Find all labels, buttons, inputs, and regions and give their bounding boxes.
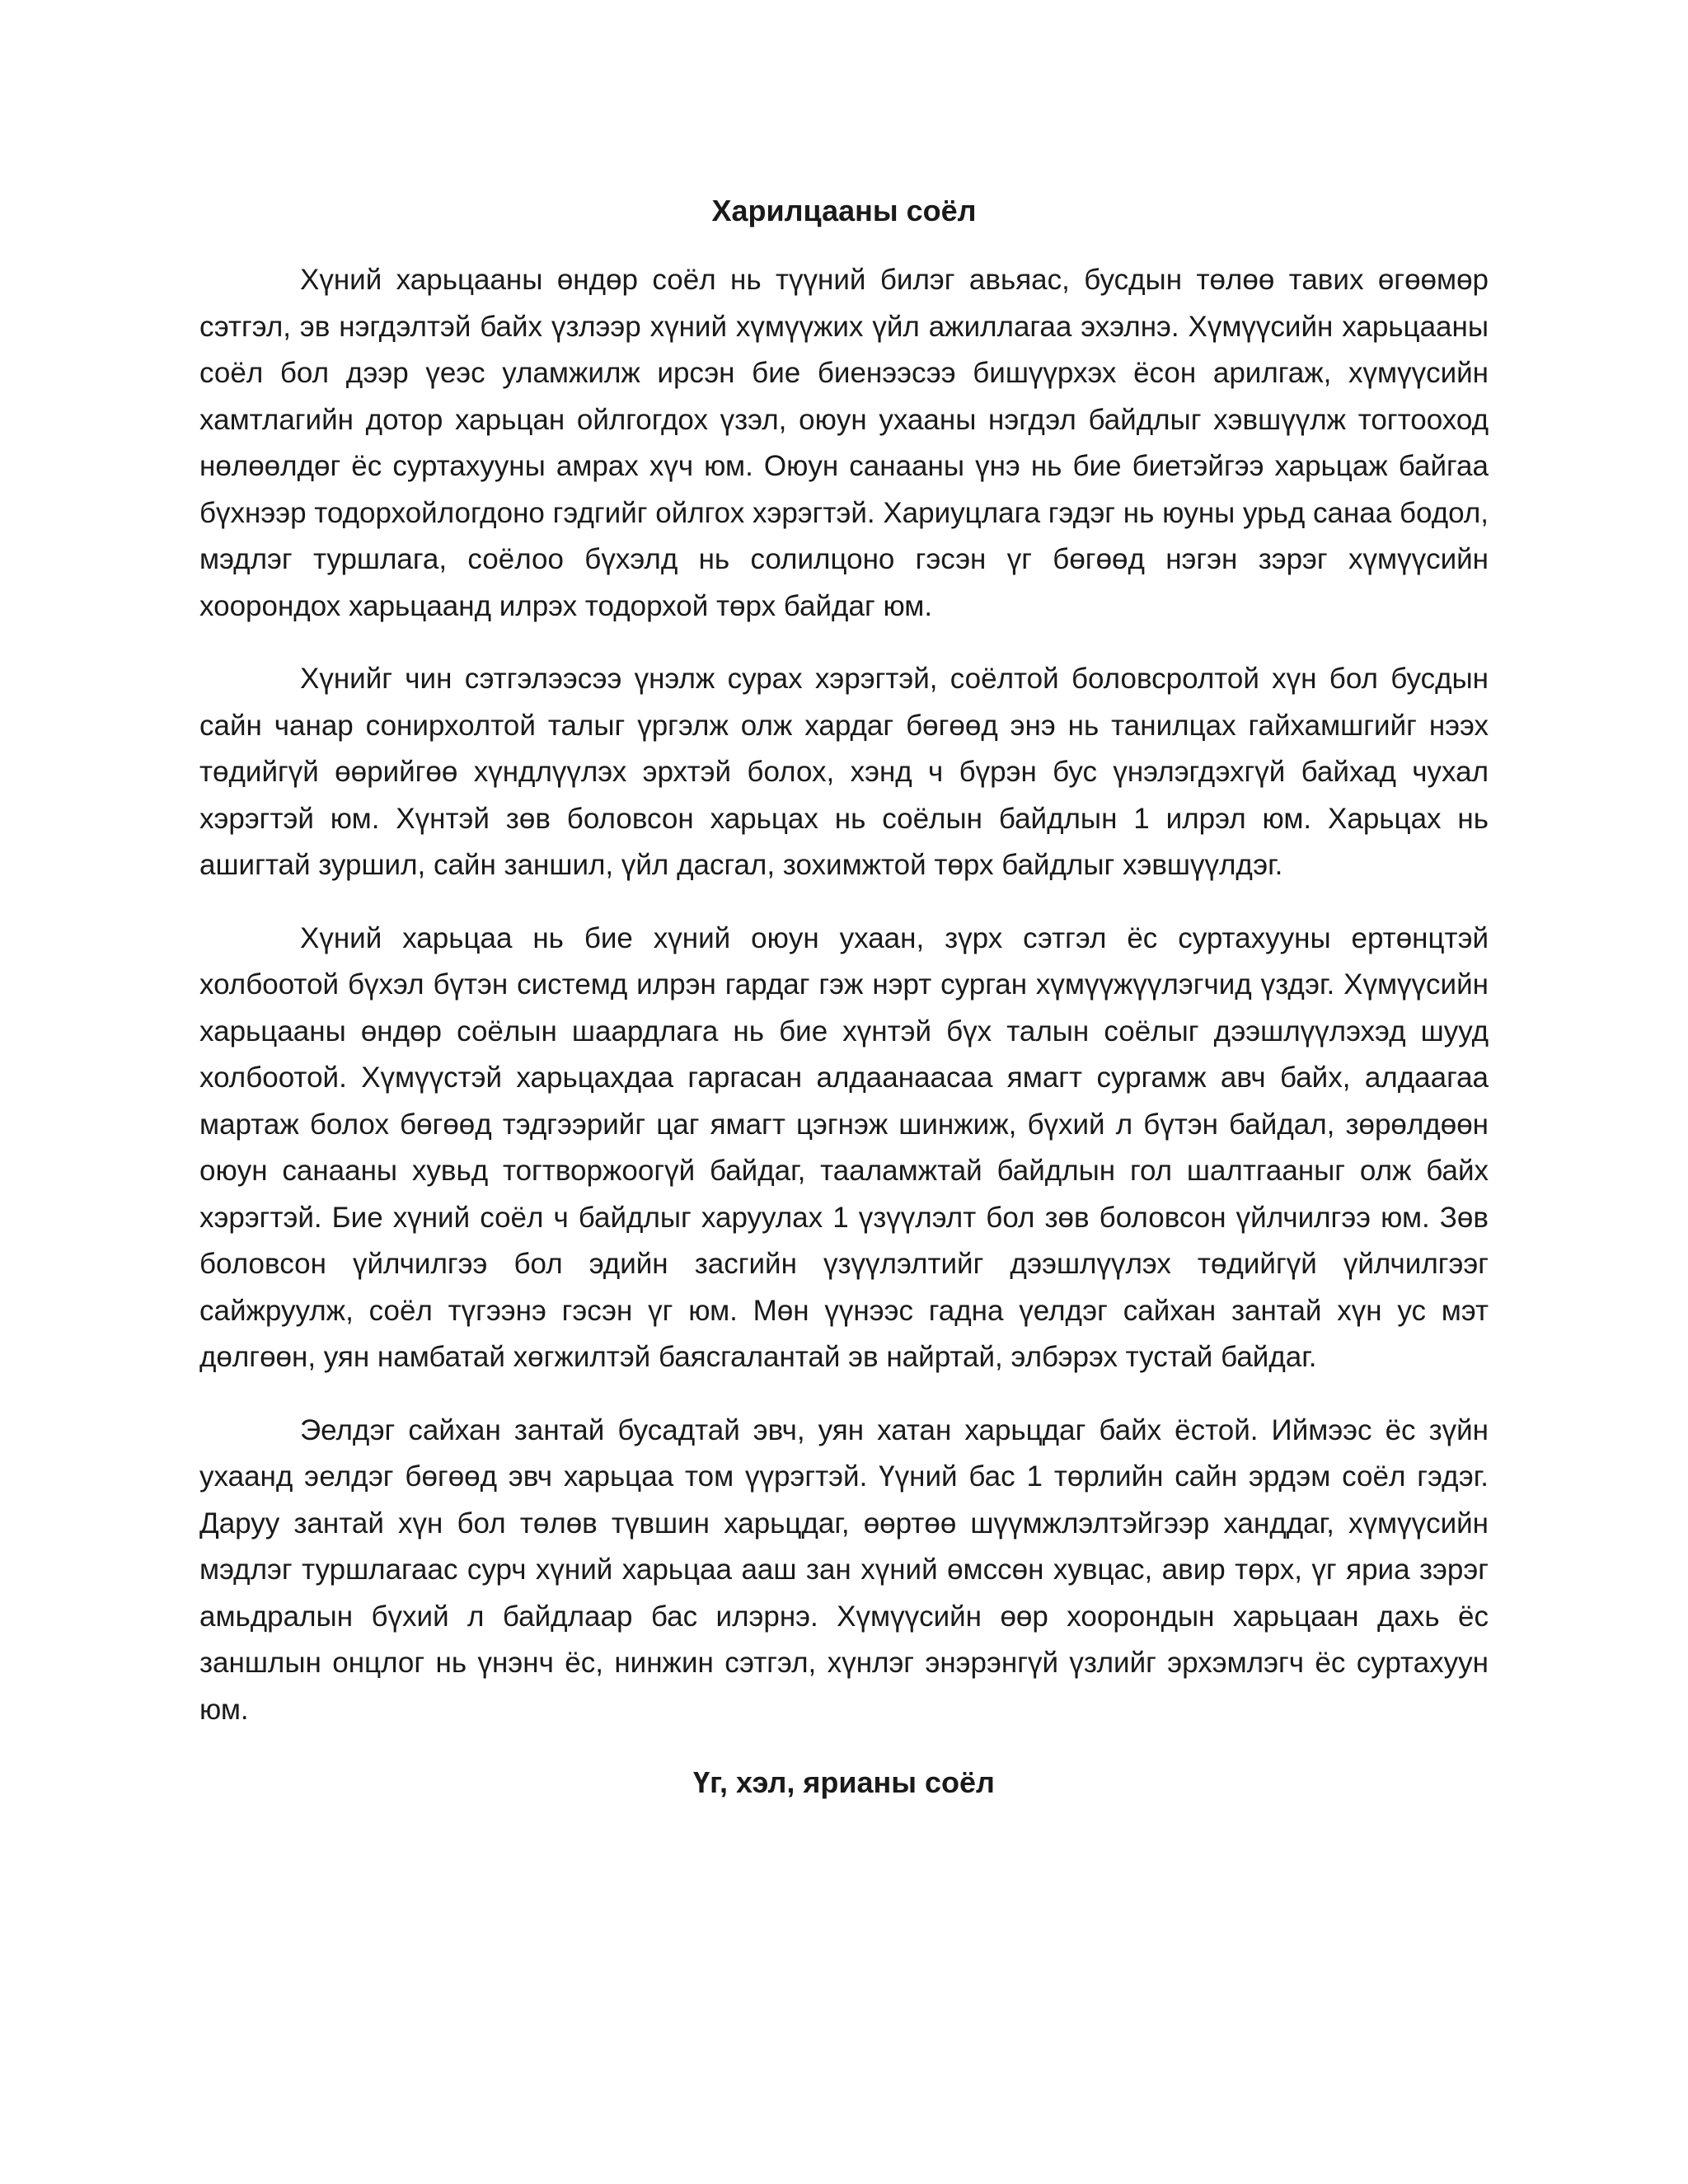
paragraph-1: Хүний харьцааны өндөр соёл нь түүний билэг авьяас, бусдын төлөө тавих өгөөмөр сэтгэл, эв нэгдэлтэй байх үзлээр хүний хүмүүжих үйл ажиллагаа эхэлнэ. Хүмүүсийн харьцааны соёл бол дээр үеэс уламжилж ирсэн бие биенээсээ бишүүрхэх ёсон арилгаж, хүмүүсийн хамтлагийн дотор харьцан ойлгогдох үзэл, оюун ухааны нэгдэл байдлыг хэвшүүлж тогтооход нөлөөлдөг ёс суртахууны амрах хүч юм. Оюун санааны үнэ нь бие биетэйгээ харьцаж байгаа бүхнээр тодорхойлогдоно гэдгийг ойлгох хэрэгтэй. Хариуцлага гэдэг нь юуны урьд санаа бодол, мэдлэг туршлага, соёлоо бүхэлд нь солилцоно гэсэн үг бөгөөд нэгэн зэрэг хүмүүсийн хоорондох харьцаанд илрэх тодорхой төрх байдаг юм. [199,264,1489,622]
paragraph-3: Хүний харьцаа нь бие хүний оюун ухаан, зүрх сэтгэл ёс суртахууны ертөнцтэй холбоотой бүхэл бүтэн системд илрэн гардаг гэж нэрт сурган хүмүүжүүлэгчид үздэг. Хүмүүсийн харьцааны өндөр соёлын шаардлага нь бие хүнтэй бүх талын соёлыг дээшлүүлэхэд шууд холбоотой. Хүмүүстэй харьцахдаа гаргасан алдаанаасаа ямагт сургамж авч байх, алдаагаа мартаж болох бөгөөд тэдгээрийг цаг ямагт цэгнэж шинжиж, бүхий л бүтэн байдал, зөрөлдөөн оюун санааны хувьд тогтворжоогүй байдаг, тааламжтай байдлын гол шалтгааныг олж байх хэрэгтэй. Бие хүний соёл ч байдлыг харуулах 1 үзүүлэлт бол зөв боловсон үйлчилгээ юм. Зөв боловсон үйлчилгээ бол эдийн засгийн үзүүлэлтийг дээшлүүлэх төдийгүй үйлчилгээг сайжруулж, соёл түгээнэ гэсэн үг юм. Мөн үүнээс гадна үелдэг сайхан зантай хүн ус мэт дөлгөөн, уян намбатай хөгжилтэй баясгалантай эв найртай, элбэрэх тустай байдаг. [199,921,1489,1373]
document-page [199,188,1489,1806]
document-title: Харилцааны соёл [711,194,977,227]
paragraph-2: Хүнийг чин сэтгэлээсээ үнэлж сурах хэрэгтэй, соёлтой боловсролтой хүн бол бусдын сайн чанар сонирхолтой талыг үргэлж олж хардаг бөгөөд энэ нь танилцах гайхамшгийг нээх төдийгүй өөрийгөө хүндлүүлэх эрхтэй болох, хэнд ч бүрэн бус үнэлэгдэхгүй байхад чухал хэрэгтэй юм. Хүнтэй зөв боловсон харьцах нь соёлын байдлын 1 илрэл юм. Харьцах нь ашигтай зуршил, сайн заншил, үйл дасгал, зохимжтой төрх байдлыг хэвшүүлдэг. [199,663,1489,881]
paragraph-4: Эелдэг сайхан зантай бусадтай эвч, уян хатан харьцдаг байх ёстой. Иймээс ёс зүйн ухаанд эелдэг бөгөөд эвч харьцаа том үүрэгтэй. Үүний бас 1 төрлийн сайн эрдэм соёл гэдэг. Даруу зантай хүн бол төлөв түвшин харьцдаг, өөртөө шүүмжлэлтэйгээр ханддаг, хүмүүсийн мэдлэг туршлагаас сурч хүний харьцаа ааш зан хүний өмссөн хувцас, авир төрх, үг яриа зэрэг амьдралын бүхий л байдлаар бас илэрнэ. Хүмүүсийн өөр хоорондын харьцаан дахь ёс заншлын онцлог нь үнэнч ёс, нинжин сэтгэл, хүнлэг энэрэнгүй үзлийг эрхэмлэгч ёс суртахуун юм. [199,1413,1489,1726]
section-heading: Үг, хэл, ярианы соёл [693,1765,995,1799]
